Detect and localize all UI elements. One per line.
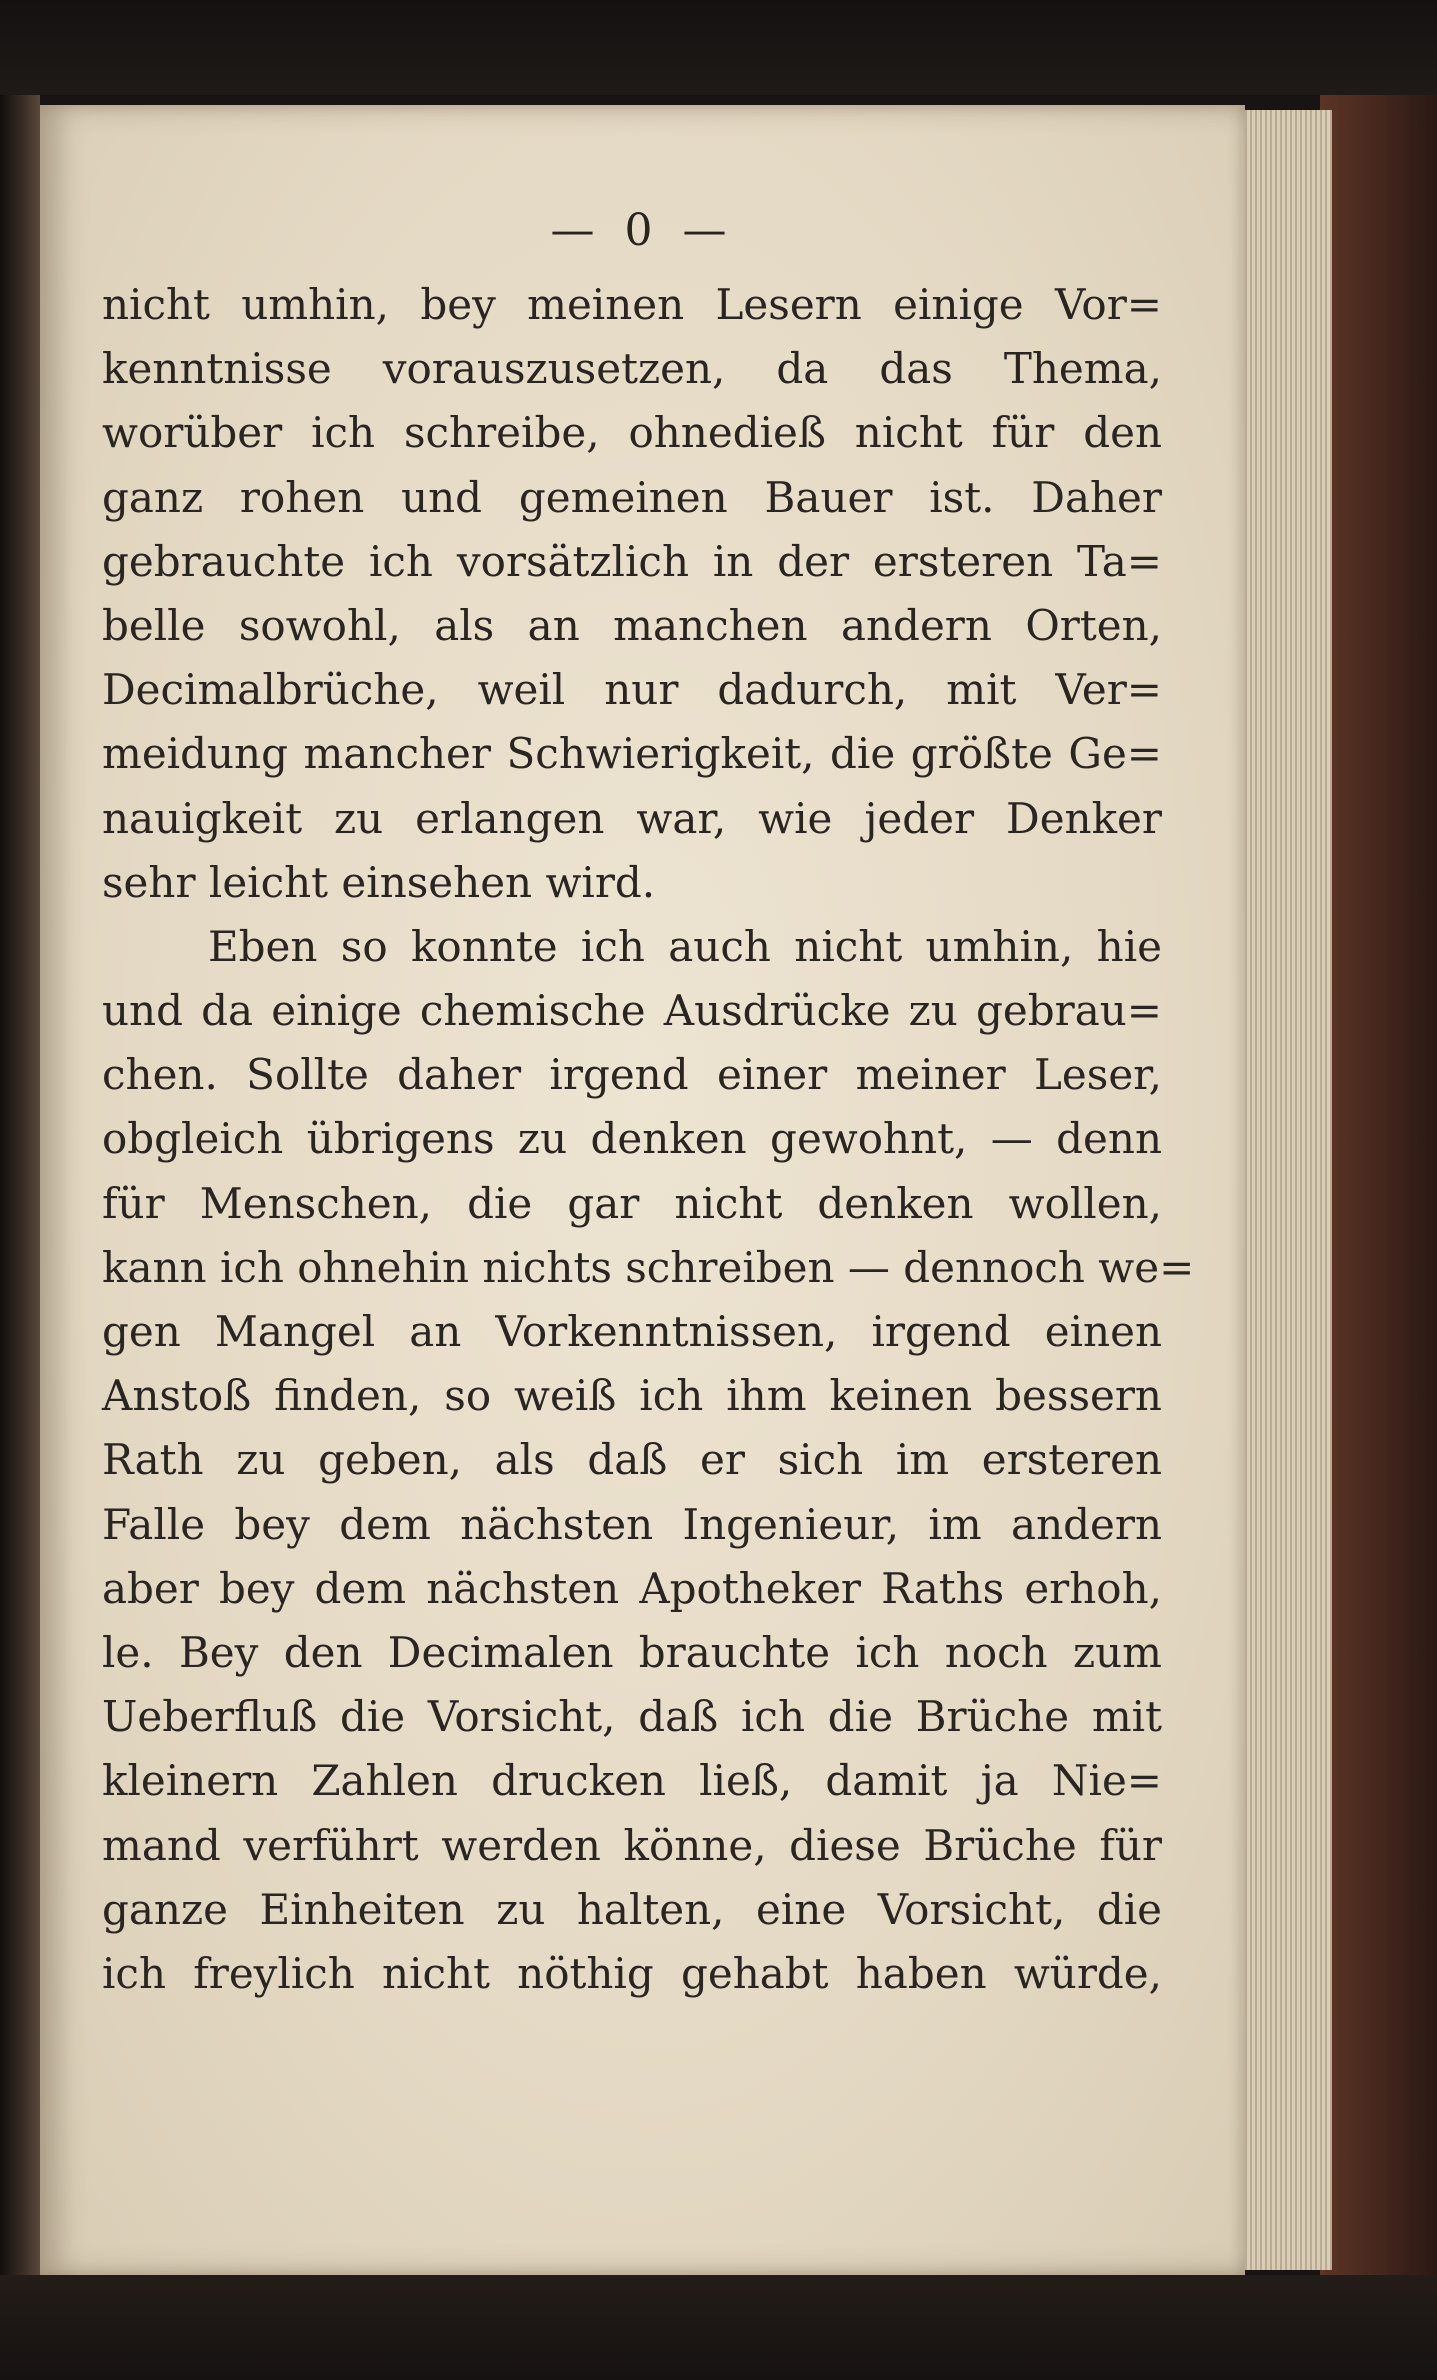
text-line: Decimalbrüche, weil nur dadurch, mit Ver= [102,665,1162,715]
book-page [40,105,1245,2275]
book-gutter [0,95,40,2295]
text-line: ganz rohen und gemeinen Bauer ist. Daher [102,472,1162,522]
text-line: gen Mangel an Vorkenntnissen, irgend einen [102,1307,1162,1356]
text-line: und da einige chemische Ausdrücke zu gebrau= [102,986,1162,1036]
paragraph-end-line: sehr leicht einsehen wird. [102,857,656,907]
text-line: Anstoß finden, so weiß ich ihm keinen bessern [102,1371,1162,1421]
text-line: nauigkeit zu erlangen war, wie jeder Denker [102,793,1162,843]
background-bottom [0,2275,1437,2380]
text-line: nicht umhin, bey meinen Lesern einige Vor= [102,280,1162,329]
text-line: Falle bey dem nächsten Ingenieur, im andern [102,1499,1162,1549]
text-line: kleinern Zahlen drucken ließ, damit ja Nie= [102,1756,1162,1806]
text-line: meidung mancher Schwierigkeit, die größte Ge= [102,729,1162,779]
text-line: kann ich ohnehin nichts schreiben — dennoch we= [102,1242,1195,1292]
text-line: Rath zu geben, als daß er sich im ersteren [102,1435,1162,1485]
text-line: le. Bey den Decimalen brauchte ich noch zum [102,1627,1162,1677]
text-line: chen. Sollte daher irgend einer meiner Leser, [102,1050,1162,1100]
text-line: obgleich übrigens zu denken gewohnt, — denn [102,1114,1162,1164]
text-line: worüber ich schreibe, ohnedieß nicht für den [102,408,1162,458]
text-line: ich freylich nicht nöthig gehabt haben würde, [102,1948,1162,1998]
text-line: für Menschen, die gar nicht denken wollen, [102,1178,1162,1228]
book-cover-edge [1320,95,1437,2295]
text-line: mand verführt werden könne, diese Brüche für [102,1820,1162,1870]
background-top [0,0,1437,95]
page-edges [1240,110,1332,2270]
text-line: belle sowohl, als an manchen andern Orten, [102,600,1162,650]
text-line: kenntnisse vorauszusetzen, da das Thema, [102,344,1162,394]
text-line: aber bey dem nächsten Apotheker Raths erhoh, [102,1563,1162,1613]
text-line: Ueberfluß die Vorsicht, daß ich die Brüche mit [102,1692,1162,1742]
text-line: ganze Einheiten zu halten, eine Vorsicht, die [102,1884,1162,1934]
body-text [102,273,1195,2006]
paragraph-start-line: Eben so konnte ich auch nicht umhin, hie [208,921,1162,971]
text-line: gebrauchte ich vorsätzlich in der ersteren Ta= [102,536,1162,586]
page-number: — 0 — [550,205,735,256]
